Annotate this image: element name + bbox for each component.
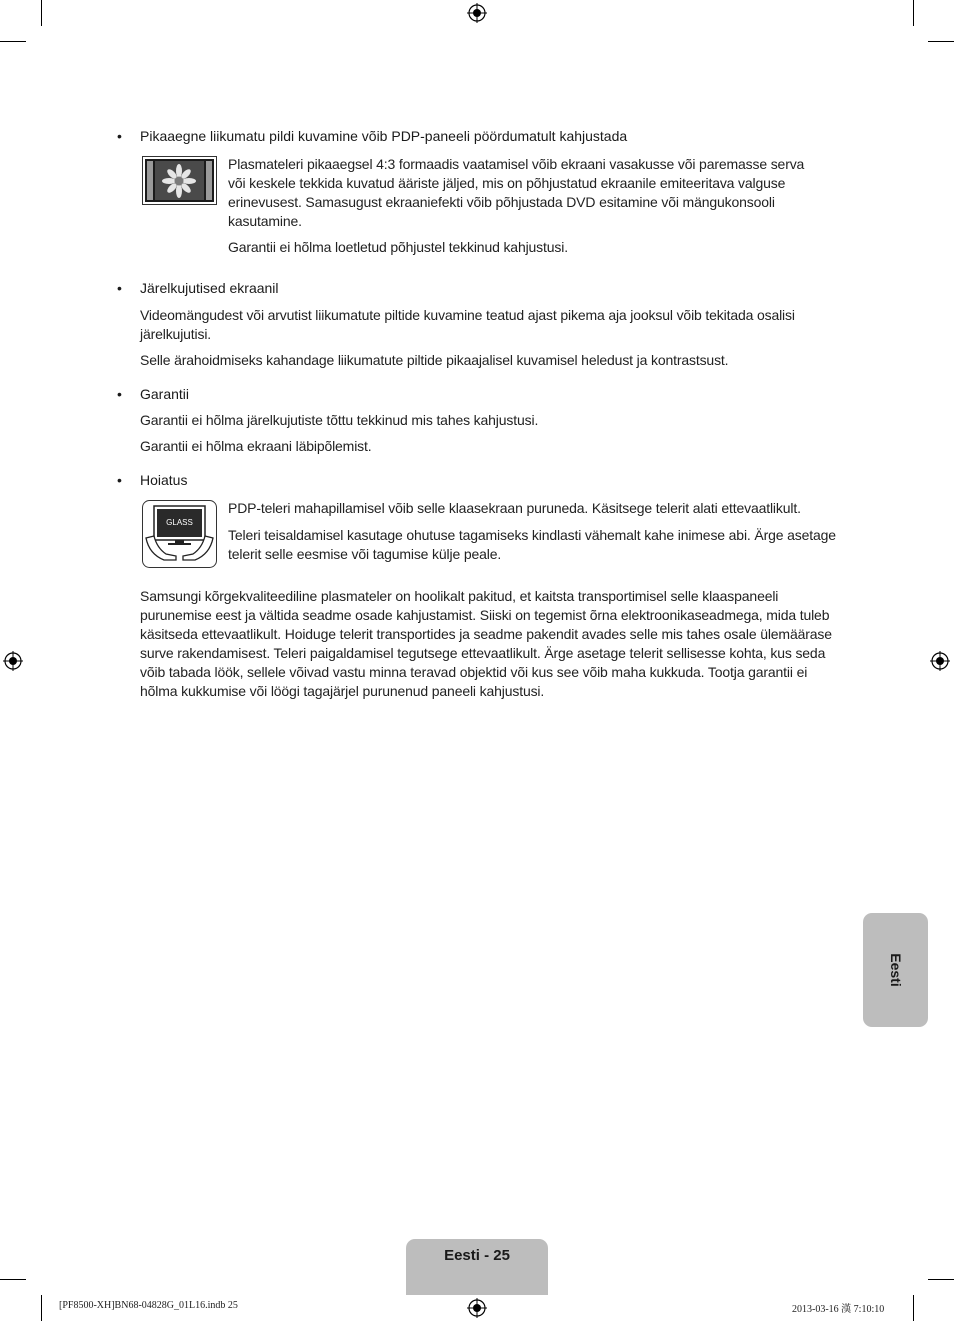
section-heading: Garantii <box>140 386 190 402</box>
page-number: Eesti - 25 <box>444 1247 510 1264</box>
page-number-tab <box>406 1239 548 1295</box>
warranty-burnin: Garantii ei hõlma ekraani läbipõlemist. <box>140 438 372 454</box>
crop-mark-top-left-h <box>0 41 26 42</box>
warranty-afterimages: Garantii ei hõlma järelkujutiste tõttu tekkinud mis tahes kahjustusi. <box>140 412 539 428</box>
section-heading: Pikaaegne liikumatu pildi kuvamine võib PDP-paneeli pöördumatult kahjustada <box>140 128 628 144</box>
language-side-tab <box>863 913 928 1027</box>
crop-mark-bottom-left-h <box>0 1279 26 1280</box>
crop-mark-top-left-v <box>41 0 42 26</box>
footer-file-info: [PF8500-XH]BN68-04828G_01L16.indb 25 <box>59 1300 238 1311</box>
tv-4-3-bars-icon <box>142 156 217 205</box>
bullet-heading-afterimages: • Järelkujutised ekraanil <box>117 280 279 296</box>
section-heading: Hoiatus <box>140 472 188 488</box>
language-side-tab-label: Eesti <box>887 953 904 987</box>
paragraph-drop-warning: PDP-teleri mahapillamisel võib selle klaasekraan puruneda. Käsitsege telerit alati ettevaatlikult. <box>228 500 801 516</box>
crop-mark-bottom-right-h <box>928 1279 954 1280</box>
footer-timestamp: 2013-03-16 漢 7:10:10 <box>792 1304 885 1315</box>
crop-mark-bottom-right-v <box>913 1295 914 1321</box>
crop-mark-bottom-left-v <box>41 1295 42 1321</box>
paragraph-afterimages: Videomängudest või arvutist liikumatute piltide kuvamine teatud ajast pikema aja jooksul võib tekitada osalisi järelkujutisi. <box>140 307 795 342</box>
bullet-heading-caution: • Hoiatus <box>117 472 188 488</box>
paragraph-two-person-lift: Teleri teisaldamisel kasutage ohutuse tagamiseks kindlasti vähemalt kahe inimese abi. Ärge asetage telerit selle eesmise või tagumise külje peale. <box>228 527 836 562</box>
section-heading: Järelkujutised ekraanil <box>140 280 279 296</box>
registration-mark-icon <box>467 3 487 23</box>
registration-mark-icon <box>467 1298 487 1318</box>
paragraph-prevention: Selle ärahoidmiseks kahandage liikumatute piltide pikaajalisel kuvamisel heledust ja kontrastsust. <box>140 352 729 368</box>
bullet-heading-still-image: • Pikaaegne liikumatu pildi kuvamine võib PDP-paneeli pöördumatult kahjustada <box>117 128 628 144</box>
paragraph-4-3-warning: Plasmateleri pikaaegsel 4:3 formaadis vaatamisel võib ekraani vasakusse või paremasse serva või keskele tekkida kuvatud ääriste jäljed, mis on põhjustatud ekraanile emiteeritava valguse erinevusest. Samasugust ekraaniefekti võib põhjustada DVD esitamine või mängukonsooli kasutamine. <box>228 156 805 229</box>
crop-mark-top-right-v <box>913 0 914 26</box>
registration-mark-icon <box>930 651 950 671</box>
glass-label: GLASS <box>166 518 193 527</box>
bullet-heading-warranty: • Garantii <box>117 386 190 402</box>
glass-tv-hands-icon <box>142 500 217 568</box>
registration-mark-icon <box>3 651 23 671</box>
paragraph-packaging: Samsungi kõrgekvaliteediline plasmateler on hoolikalt pakitud, et kaitsta transportimisel selle klaaspaneeli purunemise eest ja vältida seadme osade kahjustamist. Siiski on tegemist õrna elektroonikaseadmega, mida tuleb käsitseda ettevaatlikult. Hoiduge telerit transportides ja seadme pakendit avades selle mis tahes osale ülemäärase surve rakendamisest. Teleri paigaldamisel tegutsege ettevaatlikult. Ärge asetage telerit sellisesse kohta, kus seda võib tabada löök, sellele võivad vastu minna teravad objektid või kus see võib maha kukkuda. Tootja garantii ei hõlma kukkumise või löögi tagajärjel purunenud paneeli kahjustusi. <box>140 588 832 699</box>
crop-mark-top-right-h <box>928 41 954 42</box>
warranty-note: Garantii ei hõlma loetletud põhjustel tekkinud kahjustusi. <box>228 239 568 255</box>
